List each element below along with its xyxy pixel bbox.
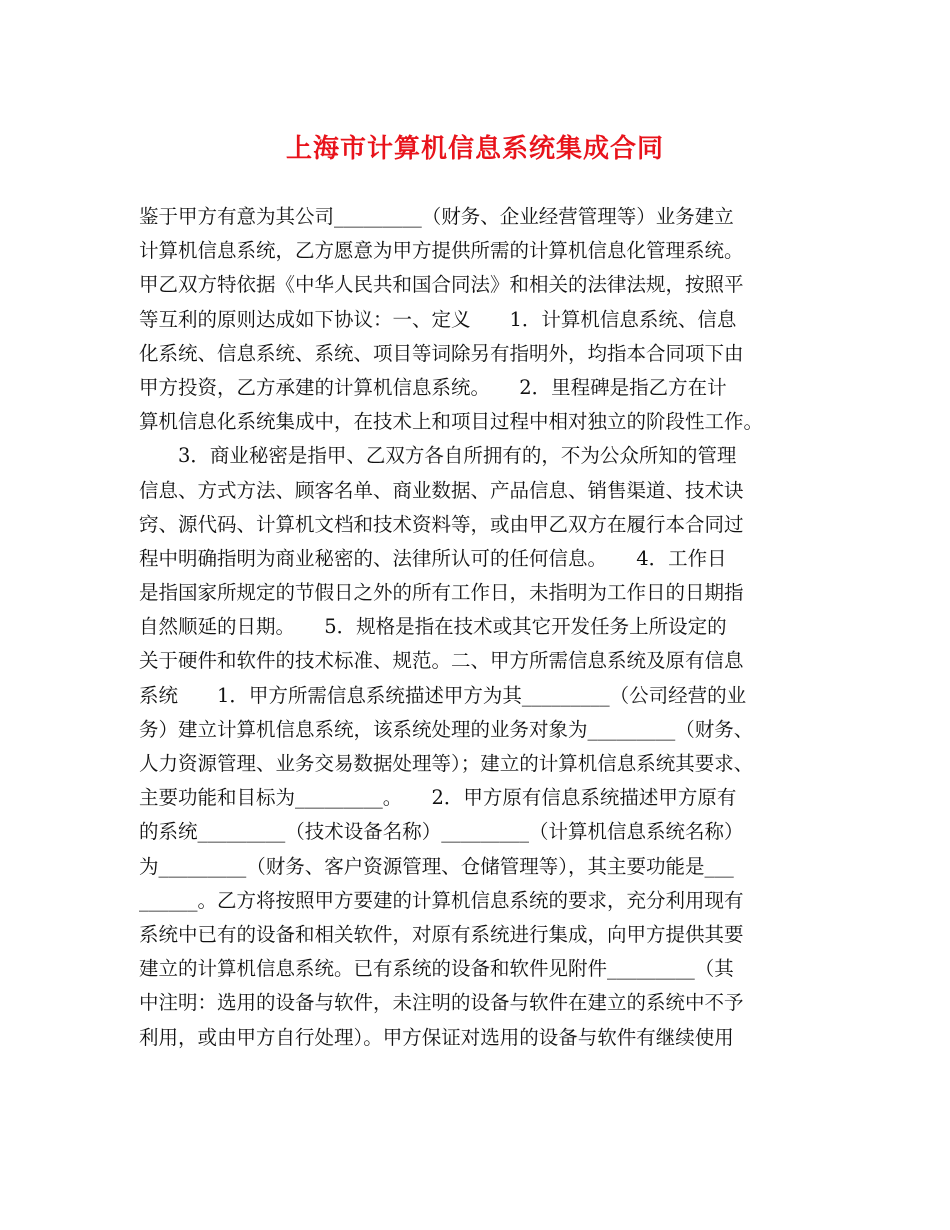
document-title: 上海市计算机信息系统集成合同 — [285, 134, 664, 164]
body-line: 的系统_________（技术设备名称）_________（计算机信息系统名称） — [139, 820, 744, 844]
body-line: 系统中已有的设备和相关软件，对原有系统进行集成，向甲方提供其要 — [139, 922, 744, 946]
body-line: 甲方投资，乙方承建的计算机信息系统。 2．里程碑是指乙方在计 — [139, 375, 727, 399]
contract-body — [139, 200, 829, 1055]
body-line: 自然顺延的日期。 5．规格是指在技术或其它开发任务上所设定的 — [139, 615, 727, 639]
body-line: 利用，或由甲方自行处理）。甲方保证对选用的设备与软件有继续使用 — [139, 1025, 734, 1049]
body-line: 窍、源代码、计算机文档和技术资料等，或由甲乙双方在履行本合同过 — [139, 512, 744, 536]
body-line: 主要功能和目标为_________。 2．甲方原有信息系统描述甲方原有 — [139, 786, 737, 810]
body-line: 为_________（财务、客户资源管理、仓储管理等），其主要功能是___ — [139, 854, 734, 878]
body-line: 关于硬件和软件的技术标准、规范。二、甲方所需信息系统及原有信息 — [139, 649, 744, 673]
body-line: 3．商业秘密是指甲、乙双方各自所拥有的，不为公众所知的管理 — [139, 444, 737, 468]
body-line: 计算机信息系统，乙方愿意为甲方提供所需的计算机信息化管理系统。 — [139, 239, 744, 263]
body-line: 化系统、信息系统、系统、项目等词除另有指明外，均指本合同项下由 — [139, 341, 744, 365]
body-line: 建立的计算机信息系统。已有系统的设备和软件见附件_________（其 — [139, 957, 734, 981]
body-line: 甲乙双方特依据《中华人民共和国合同法》和相关的法律法规，按照平 — [139, 273, 744, 297]
body-line: 系统 1．甲方所需信息系统描述甲方为其_________（公司经营的业 — [139, 683, 747, 707]
body-line: 务）建立计算机信息系统，该系统处理的业务对象为_________（财务、 — [139, 717, 754, 741]
body-line: 算机信息化系统集成中，在技术上和项目过程中相对独立的阶段性工作。 — [139, 410, 764, 434]
body-line: 鉴于甲方有意为其公司_________（财务、企业经营管理等）业务建立 — [139, 205, 734, 228]
body-line: 等互利的原则达成如下协议：一、定义 1．计算机信息系统、信息 — [139, 307, 737, 331]
body-line: ______。乙方将按照甲方要建的计算机信息系统的要求，充分利用现有 — [139, 888, 744, 912]
body-line: 是指国家所规定的节假日之外的所有工作日，未指明为工作日的日期指 — [139, 581, 744, 605]
body-line: 中注明：选用的设备与软件，未注明的设备与软件在建立的系统中不予 — [139, 991, 744, 1015]
body-line: 程中明确指明为商业秘密的、法律所认可的任何信息。 4．工作日 — [139, 546, 727, 570]
body-line: 信息、方式方法、顾客名单、商业数据、产品信息、销售渠道、技术诀 — [139, 478, 744, 502]
body-line: 人力资源管理、业务交易数据处理等）；建立的计算机信息系统其要求、 — [139, 752, 754, 775]
